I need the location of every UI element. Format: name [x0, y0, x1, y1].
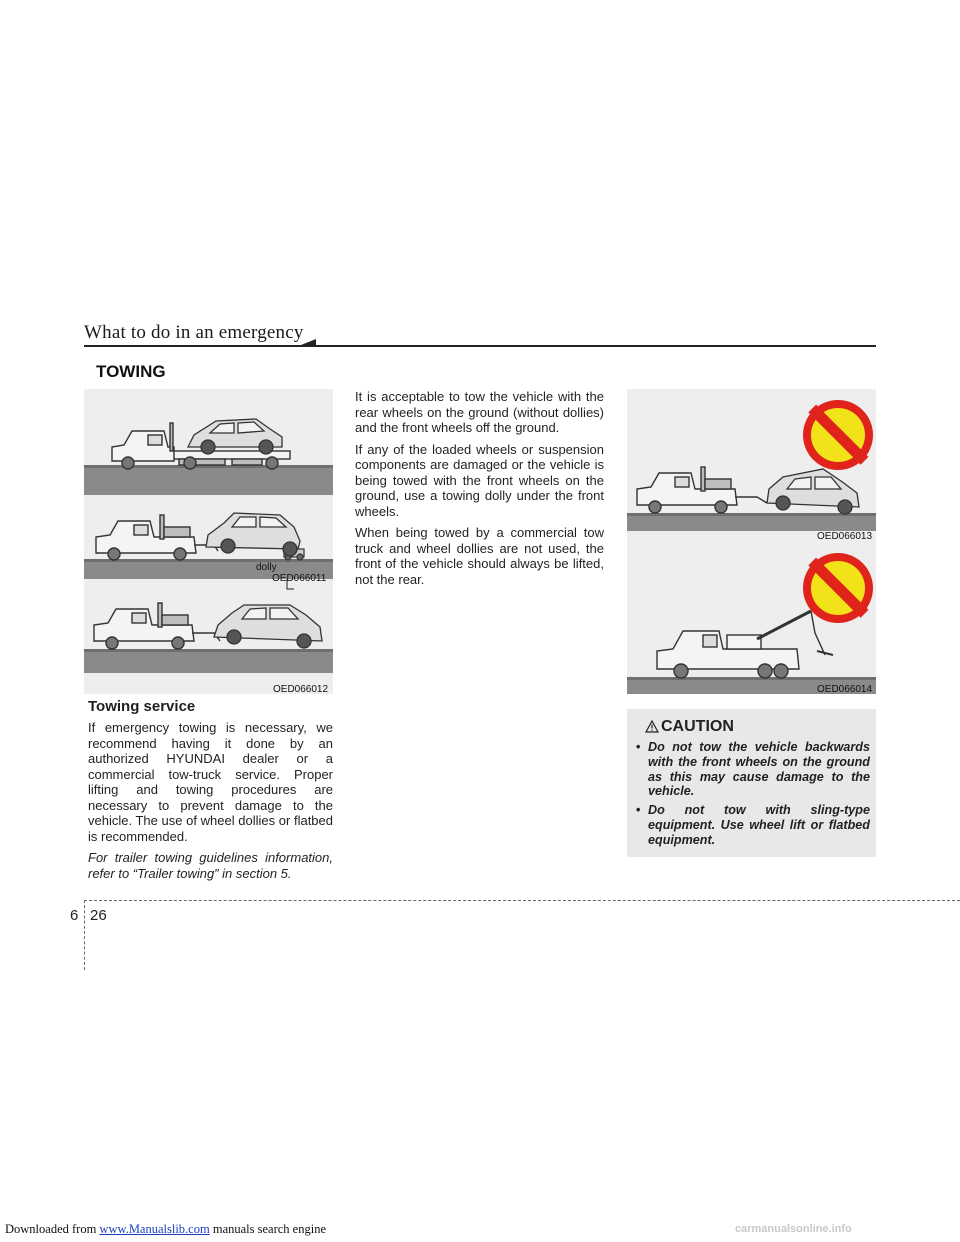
- caution-list: [632, 740, 870, 852]
- figure-prohibited-towing: [627, 389, 876, 694]
- middle-column-text: [355, 389, 604, 587]
- download-prefix: Downloaded from: [5, 1222, 100, 1236]
- figure-towing-methods: [84, 389, 333, 694]
- towing-methods-illustration: [84, 389, 333, 694]
- paragraph: When being towed by a commercial tow truck and wheel dollies are not used, the front of the vehicle should always be lifted, not the rear.: [355, 525, 604, 587]
- header-rule: [84, 345, 876, 347]
- wheel-lift-truck-icon: [96, 515, 218, 560]
- warning-triangle-icon: [645, 720, 659, 733]
- sling-tow-truck-icon: [657, 611, 833, 678]
- subsection-heading: Towing service: [88, 698, 196, 715]
- section-title: TOWING: [96, 362, 166, 381]
- car-icon: [214, 605, 322, 648]
- car-icon: [767, 469, 859, 514]
- ground-strip: [84, 467, 333, 495]
- watermark: carmanualsonline.info: [735, 1223, 852, 1235]
- running-header: What to do in an emergency: [84, 322, 304, 343]
- ground-strip: [84, 651, 333, 673]
- wheel-lift-truck-icon: [637, 467, 767, 513]
- towing-service-text: [88, 720, 333, 881]
- manualslib-link[interactable]: www.Manualslib.com: [99, 1222, 210, 1236]
- figure-code: OED066011: [272, 573, 327, 584]
- paragraph: If emergency towing is necessary, we recommend having it done by an authorized HYUNDAI dealer or a commercial tow-truck service. Proper lifting and towing procedures are necessary to prevent damage to the vehicle. The use of wheel dollies or flatbed is recommended.: [88, 720, 333, 844]
- prohibited-icon: [803, 553, 873, 623]
- figure-code: OED066013: [817, 531, 873, 542]
- figure-code: OED066014: [817, 684, 873, 695]
- page-number: 26: [90, 907, 107, 924]
- dolly-label: dolly: [256, 562, 277, 573]
- download-credit: [5, 1222, 326, 1237]
- car-icon: [206, 513, 300, 556]
- wheel-lift-truck-icon: [94, 603, 220, 649]
- prohibited-icon: [803, 400, 873, 470]
- caution-item: • Do not tow the vehicle backwards with the front wheels on the ground as this may cause damage to the vehicle.: [632, 740, 870, 799]
- chapter-number: 6: [70, 907, 79, 924]
- caution-item: • Do not tow with sling-type equipment. Use wheel lift or flatbed equipment.: [632, 803, 870, 847]
- caution-title: CAUTION: [661, 718, 734, 735]
- note-paragraph: For trailer towing guidelines information, refer to “Trailer towing” in section 5.: [88, 850, 333, 881]
- paragraph: If any of the loaded wheels or suspension components are damaged or the vehicle is being towed with the front wheels on the ground, use a towing dolly under the front wheels.: [355, 441, 604, 519]
- car-icon: [188, 419, 282, 454]
- download-suffix: manuals search engine: [209, 1222, 326, 1236]
- footer-margin-rule: [84, 900, 85, 970]
- figure-code: OED066012: [273, 684, 329, 695]
- paragraph: It is acceptable to tow the vehicle with the rear wheels on the ground (without dollies) and the front wheels off the ground.: [355, 389, 604, 435]
- footer-rule: [84, 900, 960, 901]
- ground-strip: [627, 515, 876, 531]
